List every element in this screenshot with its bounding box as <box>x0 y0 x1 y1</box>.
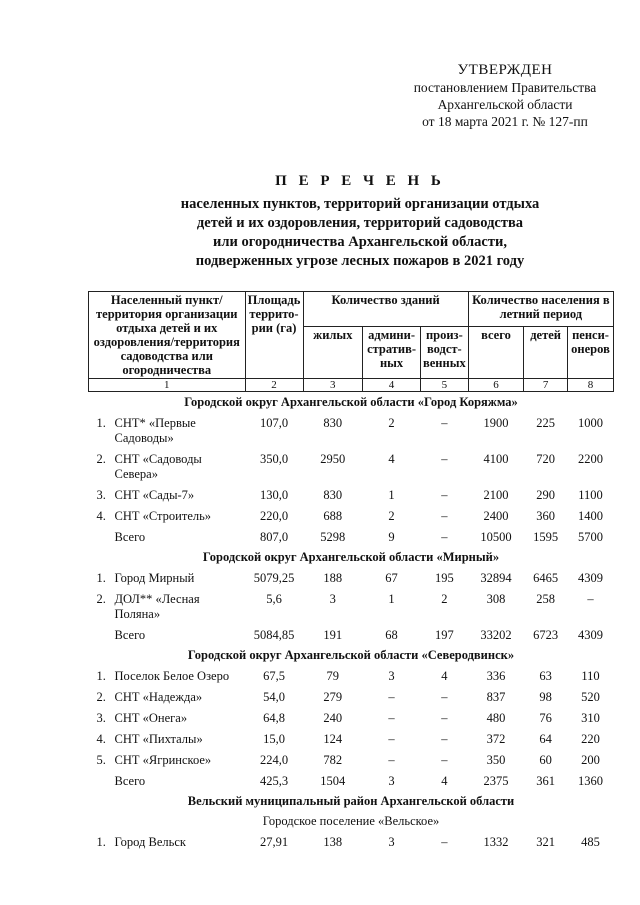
header-population: Количество населения в летний период <box>468 292 613 327</box>
header-buildings: Количество зданий <box>303 292 468 327</box>
row-number: 2. <box>96 452 106 466</box>
cell-area: 224,0 <box>259 753 289 767</box>
cell-total-population: 308 <box>486 592 506 606</box>
title-line-1: населенных пунктов, территорий организации отдыха <box>180 196 540 212</box>
row-number: 4. <box>96 509 106 523</box>
cell-name <box>89 448 246 484</box>
row-name: СНТ* «Первые Садоводы» <box>114 416 196 445</box>
total-row <box>89 526 614 547</box>
cell-area: 425,3 <box>259 774 289 788</box>
cell-residential: 688 <box>323 509 343 523</box>
cell-production: – <box>441 835 448 849</box>
section-title: Городской округ Архангельской области «Мирный» <box>202 550 500 564</box>
cell-total-population: 1332 <box>483 835 509 849</box>
cell-children: 76 <box>539 711 552 725</box>
cell-admin: 3 <box>388 835 395 849</box>
cell-children: 290 <box>536 488 555 502</box>
section-header <box>89 791 614 811</box>
cell-pensioners: 310 <box>581 711 600 725</box>
column-number: 4 <box>363 379 421 392</box>
header-area: Площадь террито-рии (га) <box>245 292 303 379</box>
row-number: 1. <box>96 416 106 430</box>
subsection-title: Городское поселение «Вельское» <box>262 814 440 828</box>
cell-name <box>89 567 246 588</box>
cell-total-population: 336 <box>486 669 506 683</box>
row-name: ДОЛ** «Лесная Поляна» <box>114 592 200 621</box>
column-number: 8 <box>568 379 614 392</box>
row-name: Город Мирный <box>114 571 195 585</box>
cell-children: 98 <box>539 690 552 704</box>
cell-total-population: 33202 <box>480 628 512 642</box>
header-pensioners: пенси-онеров <box>568 327 614 379</box>
row-name: СНТ «Садоводы Севера» <box>114 452 202 481</box>
title-line-2: детей и их оздоровления, территорий садоводства <box>196 215 524 231</box>
cell-total-population: 1900 <box>483 416 509 430</box>
cell-production: 195 <box>434 571 454 585</box>
approval-line-1: УТВЕРЖДЕН <box>457 62 553 78</box>
cell-area: 107,0 <box>259 416 289 430</box>
cell-admin: 67 <box>385 571 398 585</box>
cell-name <box>89 588 246 624</box>
approval-line-4: от 18 марта 2021 г. № 127-пп <box>422 114 588 129</box>
cell-area: 5,6 <box>266 592 282 606</box>
table-row <box>89 484 614 505</box>
cell-residential: 191 <box>323 628 343 642</box>
section-header <box>89 392 614 413</box>
cell-total-population: 2400 <box>483 509 509 523</box>
cell-admin: 2 <box>388 509 395 523</box>
row-number: 3. <box>96 488 106 502</box>
cell-pensioners: 1000 <box>578 416 603 430</box>
row-name: Поселок Белое Озеро <box>114 669 230 683</box>
total-row <box>89 624 614 645</box>
row-number: 1. <box>96 835 106 849</box>
row-number: 2. <box>96 592 106 606</box>
cell-area: 807,0 <box>259 530 289 544</box>
cell-production: – <box>441 509 448 523</box>
cell-admin: – <box>388 753 395 767</box>
cell-total-population: 10500 <box>480 530 512 544</box>
cell-children: 60 <box>539 753 552 767</box>
cell-total-population: 4100 <box>483 452 509 466</box>
row-number: 3. <box>96 711 106 725</box>
table-row <box>89 728 614 749</box>
cell-children: 361 <box>536 774 555 788</box>
cell-residential: 830 <box>323 488 343 502</box>
cell-area: 220,0 <box>259 509 289 523</box>
cell-residential: 240 <box>323 711 343 725</box>
header-residential: жилых <box>303 327 363 379</box>
row-name: Всего <box>114 530 146 544</box>
cell-pensioners: 4309 <box>578 571 603 585</box>
cell-children: 360 <box>536 509 555 523</box>
cell-pensioners: – <box>587 592 594 606</box>
cell-admin: 3 <box>388 669 395 683</box>
row-name: СНТ «Надежда» <box>114 690 203 704</box>
cell-name <box>89 728 246 749</box>
cell-pensioners: 1100 <box>578 488 603 502</box>
cell-admin: 68 <box>385 628 398 642</box>
header-name: Населенный пункт/ территория организации отдыха детей и их оздоровления/территория садоводства или огородничества <box>89 292 246 379</box>
cell-residential: 124 <box>323 732 343 746</box>
cell-children: 63 <box>539 669 552 683</box>
section-header <box>89 645 614 665</box>
table-row <box>89 567 614 588</box>
cell-area: 5079,25 <box>253 571 295 585</box>
row-name: Всего <box>114 628 146 642</box>
cell-total-population: 837 <box>486 690 506 704</box>
column-number: 7 <box>524 379 568 392</box>
column-number: 3 <box>303 379 363 392</box>
header-total: всего <box>468 327 524 379</box>
cell-children: 6465 <box>533 571 559 585</box>
cell-area: 350,0 <box>259 452 289 466</box>
cell-pensioners: 110 <box>581 669 600 683</box>
cell-production: – <box>441 530 448 544</box>
table-row <box>89 831 614 852</box>
column-number: 2 <box>245 379 303 392</box>
cell-name <box>89 484 246 505</box>
cell-admin: – <box>388 690 395 704</box>
cell-name <box>89 770 246 791</box>
cell-admin: 9 <box>388 530 395 544</box>
cell-residential: 188 <box>323 571 343 585</box>
cell-total-population: 372 <box>486 732 506 746</box>
cell-residential: 5298 <box>320 530 346 544</box>
column-number: 5 <box>421 379 469 392</box>
cell-area: 64,8 <box>263 711 285 725</box>
cell-total-population: 480 <box>486 711 506 725</box>
header-children: детей <box>524 327 568 379</box>
section-title: Городской округ Архангельской области «Город Коряжма» <box>184 395 518 409</box>
cell-area: 27,91 <box>259 835 289 849</box>
cell-admin: 2 <box>388 416 395 430</box>
table-row <box>89 412 614 448</box>
cell-total-population: 350 <box>486 753 506 767</box>
cell-name <box>89 412 246 448</box>
cell-residential: 830 <box>323 416 343 430</box>
approval-line-2: постановлением Правительства <box>413 80 597 95</box>
column-number: 1 <box>89 379 246 392</box>
row-name: СНТ «Сады-7» <box>114 488 195 502</box>
cell-production: – <box>441 732 448 746</box>
column-number: 6 <box>468 379 524 392</box>
cell-name <box>89 831 246 852</box>
cell-production: 4 <box>441 774 448 788</box>
approval-stamp <box>380 62 630 130</box>
cell-name <box>89 707 246 728</box>
cell-admin: 4 <box>388 452 395 466</box>
cell-production: – <box>441 753 448 767</box>
cell-pensioners: 5700 <box>578 530 603 544</box>
cell-residential: 3 <box>329 592 336 606</box>
settlements-table <box>88 291 614 852</box>
cell-production: 197 <box>434 628 454 642</box>
table-body <box>89 392 614 853</box>
cell-admin: 1 <box>388 592 395 606</box>
cell-children: 6723 <box>533 628 559 642</box>
cell-admin: – <box>388 732 395 746</box>
cell-production: 2 <box>441 592 448 606</box>
cell-residential: 2950 <box>320 452 346 466</box>
cell-pensioners: 1400 <box>578 509 603 523</box>
cell-children: 321 <box>536 835 555 849</box>
cell-children: 64 <box>539 732 552 746</box>
cell-production: – <box>441 690 448 704</box>
table-row <box>89 665 614 686</box>
cell-area: 5084,85 <box>253 628 295 642</box>
cell-pensioners: 2200 <box>578 452 603 466</box>
cell-total-population: 2100 <box>483 488 509 502</box>
cell-admin: 3 <box>388 774 395 788</box>
title-heading: П Е Р Е Ч Е Н Ь <box>275 173 445 189</box>
cell-name <box>89 526 246 547</box>
cell-residential: 782 <box>323 753 343 767</box>
cell-residential: 79 <box>326 669 340 683</box>
cell-area: 15,0 <box>263 732 285 746</box>
cell-production: – <box>441 488 448 502</box>
cell-children: 1595 <box>533 530 559 544</box>
cell-residential: 1504 <box>320 774 346 788</box>
cell-pensioners: 200 <box>581 753 600 767</box>
table-row <box>89 707 614 728</box>
table-row <box>89 448 614 484</box>
cell-total-population: 2375 <box>483 774 509 788</box>
title-line-4: подверженных угрозе лесных пожаров в 2021 году <box>195 253 525 269</box>
document-title <box>60 172 640 271</box>
row-name: Всего <box>114 774 146 788</box>
cell-admin: 1 <box>388 488 395 502</box>
row-name: Город Вельск <box>114 835 186 849</box>
cell-pensioners: 4309 <box>578 628 603 642</box>
approval-line-3: Архангельской области <box>437 97 573 112</box>
total-row <box>89 770 614 791</box>
cell-pensioners: 220 <box>581 732 600 746</box>
row-name: СНТ «Ягринское» <box>114 753 212 767</box>
cell-name <box>89 624 246 645</box>
cell-name <box>89 505 246 526</box>
cell-pensioners: 1360 <box>578 774 603 788</box>
cell-children: 225 <box>536 416 555 430</box>
row-number: 4. <box>96 732 106 746</box>
cell-area: 54,0 <box>263 690 285 704</box>
cell-admin: – <box>388 711 395 725</box>
cell-name <box>89 665 246 686</box>
cell-total-population: 32894 <box>480 571 512 585</box>
row-name: СНТ «Онега» <box>114 711 188 725</box>
table-row <box>89 749 614 770</box>
section-header <box>89 547 614 567</box>
cell-production: 4 <box>441 669 448 683</box>
row-name: СНТ «Строитель» <box>114 509 212 523</box>
cell-production: – <box>441 711 448 725</box>
table-row <box>89 686 614 707</box>
row-number: 1. <box>96 669 106 683</box>
cell-children: 720 <box>536 452 555 466</box>
subsection-header <box>89 811 614 831</box>
cell-pensioners: 520 <box>581 690 600 704</box>
cell-pensioners: 485 <box>581 835 600 849</box>
row-number: 1. <box>96 571 106 585</box>
header-admin: админи-стратив-ных <box>363 327 421 379</box>
cell-children: 258 <box>536 592 555 606</box>
cell-name <box>89 686 246 707</box>
title-line-3: или огородничества Архангельской области, <box>213 234 507 250</box>
section-title: Городской округ Архангельской области «Северодвинск» <box>187 648 515 662</box>
row-name: СНТ «Пихталы» <box>114 732 203 746</box>
header-production: произ-водст-венных <box>421 327 469 379</box>
column-numbers-row <box>89 379 614 392</box>
cell-area: 130,0 <box>259 488 289 502</box>
table-row <box>89 588 614 624</box>
row-number: 5. <box>96 753 106 767</box>
cell-production: – <box>441 452 448 466</box>
section-title: Вельский муниципальный район Архангельской области <box>187 794 515 808</box>
table-row <box>89 505 614 526</box>
cell-area: 67,5 <box>263 669 285 683</box>
cell-name <box>89 749 246 770</box>
cell-residential: 279 <box>323 690 343 704</box>
cell-production: – <box>441 416 448 430</box>
cell-residential: 138 <box>323 835 343 849</box>
row-number: 2. <box>96 690 106 704</box>
